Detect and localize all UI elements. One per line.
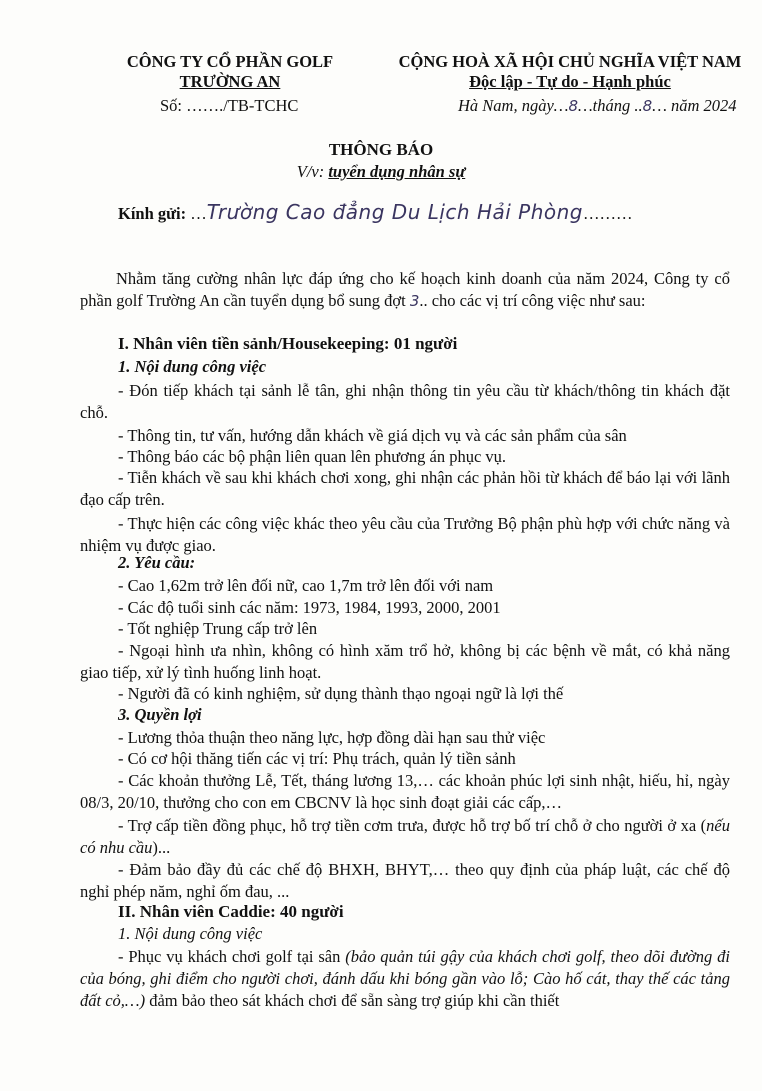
company-name-line2: TRƯỜNG AN xyxy=(179,71,281,91)
section1-duty-5: - Thực hiện các công việc khác theo yêu cầu của Trưởng Bộ phận phù hợp với chức năng và nhiệm vụ được giao. xyxy=(80,514,730,555)
date-month-handwritten: 8 xyxy=(642,97,653,115)
national-motto xyxy=(395,52,745,92)
intro-paragraph: Nhằm tăng cường nhân lực đáp ứng cho kế hoạch kinh doanh của năm 2024, Công ty cổ phần golf Trường An cần tuyển dụng bổ sung đợt 3.. cho các vị trí công việc như sau: xyxy=(80,269,730,310)
section1-duty-4: - Tiễn khách về sau khi khách chơi xong, ghi nhận các phản hồi từ khách để báo lại với lãnh đạo cấp trên. xyxy=(80,468,730,509)
section1-req-1: - Cao 1,62m trở lên đối nữ, cao 1,7m trở lên đối với nam xyxy=(118,576,494,595)
section1-sub3: 3. Quyền lợi xyxy=(118,705,202,724)
national-motto-line: Độc lập - Tự do - Hạnh phúc xyxy=(469,71,671,91)
section1-sub1: 1. Nội dung công việc xyxy=(118,357,267,376)
section1-benefit-2: - Có cơ hội thăng tiến các vị trí: Phụ trách, quản lý tiền sảnh xyxy=(118,749,516,768)
section1-req-2: - Các độ tuổi sinh các năm: 1973, 1984, 1993, 2000, 2001 xyxy=(118,598,501,617)
section1-duty-3: - Thông báo các bộ phận liên quan lên phương án phục vụ. xyxy=(118,447,507,466)
document-number: Số: ……./TB-TCHC xyxy=(160,96,299,115)
section2-sub1: 1. Nội dung công việc xyxy=(118,924,263,943)
national-title: CỘNG HOÀ XÃ HỘI CHỦ NGHĨA VIỆT NAM xyxy=(398,52,742,71)
recipient-line: Kính gửi: …Trường Cao đẳng Du Lịch Hải Phòng……… xyxy=(118,200,633,224)
section1-benefit-1: - Lương thỏa thuận theo năng lực, hợp đồng dài hạn sau thử việc xyxy=(118,728,546,747)
section1-req-4: - Ngoại hình ưa nhìn, không có hình xăm trổ hở, không bị các bệnh về mắt, có khả năng giao tiếp, xử lý tình huống linh hoạt. xyxy=(80,641,730,682)
document-subject: V/v: tuyển dụng nhân sự xyxy=(296,162,466,181)
section1-sub2: 2. Yêu cầu: xyxy=(118,553,196,572)
batch-handwritten: 3 xyxy=(409,292,420,310)
section1-benefit-4: - Trợ cấp tiền đồng phục, hỗ trợ tiền cơm trưa, được hỗ trợ bố trí chỗ ở cho người ở xa (nếu có nhu cầu)... xyxy=(80,816,730,857)
section2-heading: II. Nhân viên Caddie: 40 người xyxy=(118,902,344,921)
section1-req-5: - Người đã có kinh nghiệm, sử dụng thành thạo ngoại ngữ là lợi thế xyxy=(118,684,564,703)
date-line: Hà Nam, ngày…8…tháng ..8… năm 2024 xyxy=(458,96,737,115)
recipient-handwritten: Trường Cao đẳng Du Lịch Hải Phòng xyxy=(206,200,584,224)
section1-duty-1: - Đón tiếp khách tại sảnh lễ tân, ghi nhận thông tin yêu cầu từ khách/thông tin khách đặt chỗ. xyxy=(80,381,730,422)
section2-duty-1: - Phục vụ khách chơi golf tại sân (bảo quản túi gậy của khách chơi golf, theo dõi đường đi của bóng, ghi điểm cho người chơi, đánh dấu khi bóng gần vào lỗ; Cào hố cát, thay thế các tảng đất cỏ,…) đảm bảo theo sát khách chơi để sẵn sàng trợ giúp khi cần thiết xyxy=(80,947,730,1010)
recipient-label: Kính gửi: xyxy=(118,204,187,223)
section1-benefit-3: - Các khoản thưởng Lễ, Tết, tháng lương 13,… các khoản phúc lợi sinh nhật, hiếu, hỉ, ngày 08/3, 20/10, thưởng cho con em CBCNV là học sinh đoạt giải các cấp,… xyxy=(80,771,730,812)
company-name xyxy=(110,52,350,92)
date-day-handwritten: 8 xyxy=(568,97,579,115)
document-title: THÔNG BÁO xyxy=(328,140,434,159)
section1-duty-2: - Thông tin, tư vấn, hướng dẫn khách về giá dịch vụ và các sản phẩm của sân xyxy=(118,426,627,445)
company-name-line1: CÔNG TY CỔ PHẦN GOLF xyxy=(126,52,334,71)
section1-heading: I. Nhân viên tiền sảnh/Housekeeping: 01 người xyxy=(118,334,458,353)
section1-req-3: - Tốt nghiệp Trung cấp trở lên xyxy=(118,619,318,638)
section1-benefit-5: - Đảm bảo đầy đủ các chế độ BHXH, BHYT,… theo quy định của pháp luật, các chế độ nghỉ phép năm, nghỉ ốm đau, ... xyxy=(80,860,730,901)
